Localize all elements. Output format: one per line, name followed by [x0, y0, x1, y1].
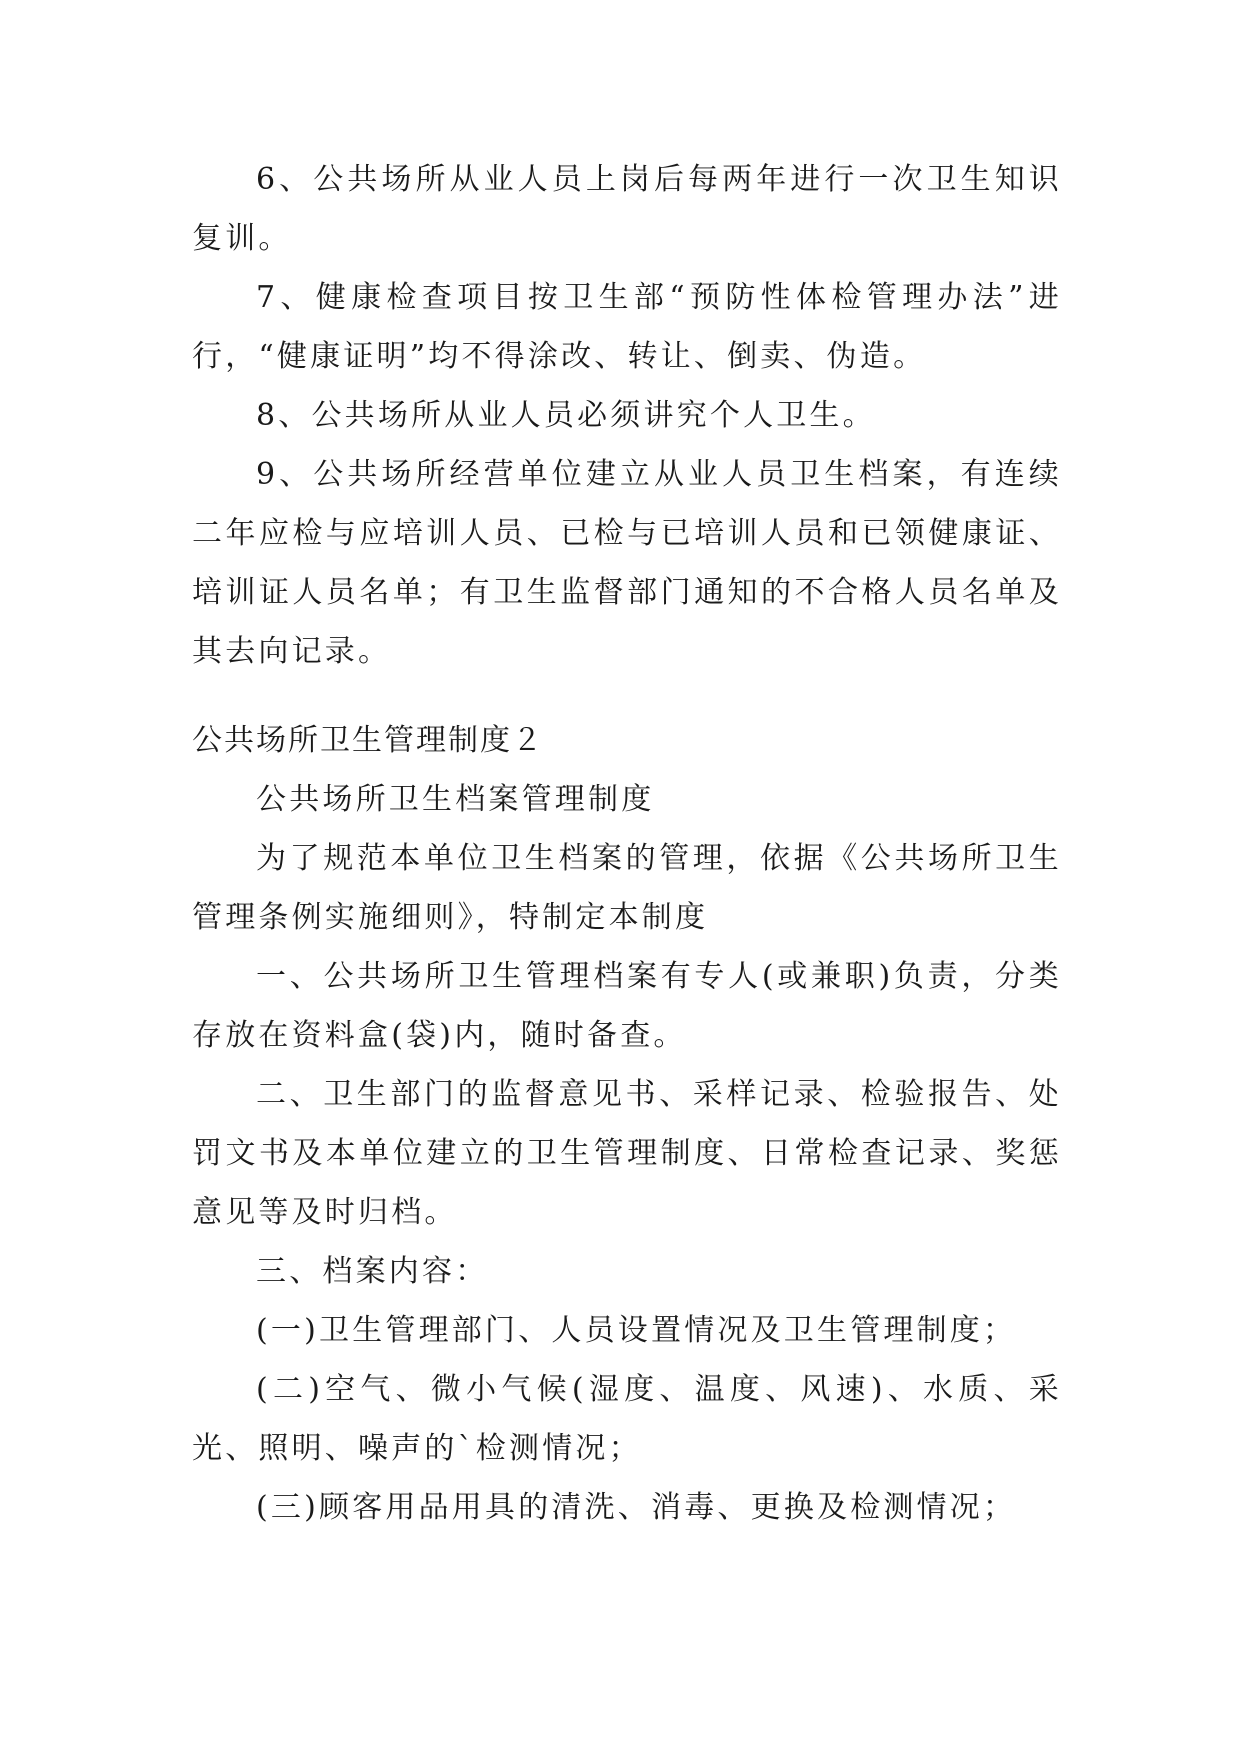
paragraph-item-7: 7、健康检查项目按卫生部“预防性体检管理办法”进行，“健康证明”均不得涂改、转让、倒卖、伪造。: [192, 280, 1062, 374]
paragraph-sub-3: (三)顾客用品用具的清洗、消毒、更换及检测情况；: [256, 1490, 1017, 1525]
paragraph-item-6: 6、公共场所从业人员上岗后每两年进行一次卫生知识复训。: [192, 162, 1062, 256]
paragraph-sub-1: (一)卫生管理部门、人员设置情况及卫生管理制度；: [256, 1313, 1017, 1348]
paragraph-point-1: 一、公共场所卫生管理档案有专人(或兼职)负责，分类存放在资料盒(袋)内，随时备查。: [192, 959, 1062, 1053]
paragraph-intro: 为了规范本单位卫生档案的管理，依据《公共场所卫生管理条例实施细则》，特制定本制度: [192, 841, 1062, 935]
paragraph-point-3: 三、档案内容：: [256, 1254, 489, 1289]
paragraph-item-9: 9、公共场所经营单位建立从业人员卫生档案，有连续二年应检与应培训人员、已检与已培训人员和已领健康证、培训证人员名单；有卫生监督部门通知的不合格人员名单及其去向记录。: [192, 457, 1062, 669]
document-subheading: 公共场所卫生档案管理制度: [256, 782, 655, 817]
paragraph-point-2: 二、卫生部门的监督意见书、采样记录、检验报告、处罚文书及本单位建立的卫生管理制度、日常检查记录、奖惩意见等及时归档。: [192, 1077, 1062, 1230]
paragraph-sub-2: (二)空气、微小气候(湿度、温度、风速)、水质、采光、照明、噪声的`检测情况；: [192, 1372, 1062, 1466]
paragraph-item-8: 8、公共场所从业人员必须讲究个人卫生。: [256, 398, 876, 433]
section-heading: 公共场所卫生管理制度２: [192, 723, 544, 758]
